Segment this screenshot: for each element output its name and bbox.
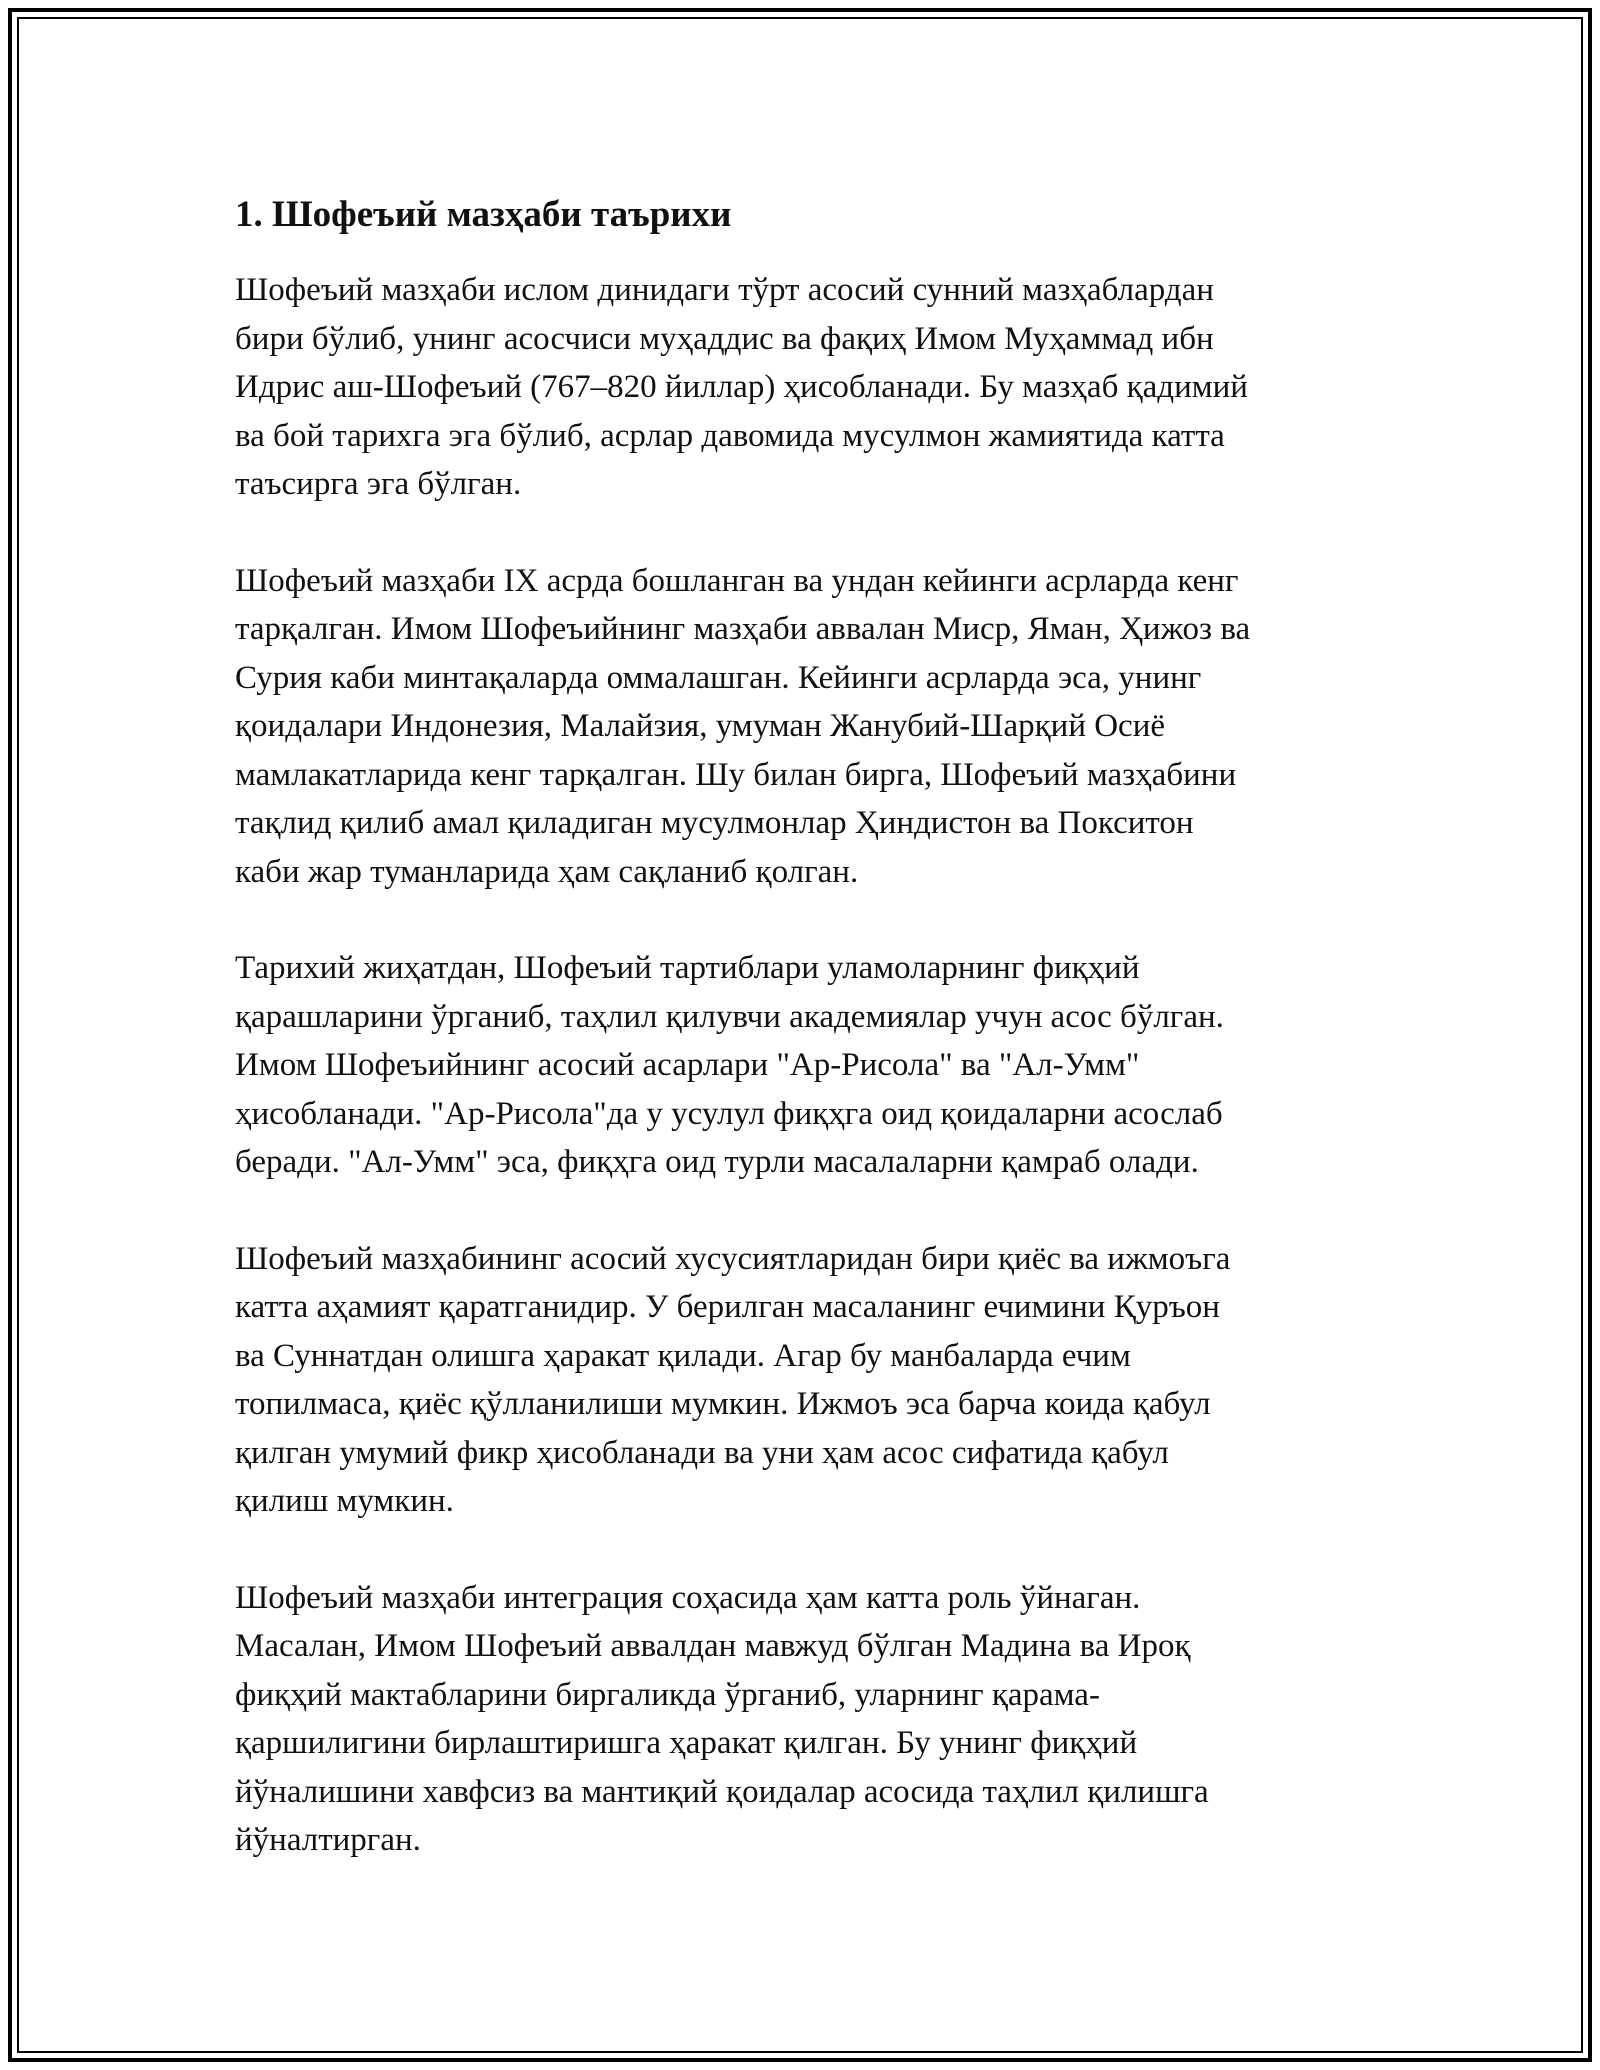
text-line: Шофеъий мазҳаби интеграция соҳасида ҳам катта роль ўйнаган. bbox=[235, 1579, 1141, 1616]
text-line: ва бой тарихга эга бўлиб, асрлар давомида мусулмон жамиятида катта bbox=[235, 417, 1225, 454]
text-line: Тарихий жиҳатдан, Шофеъий тартиблари уламоларнинг фиқҳий bbox=[235, 950, 1140, 986]
text-line: ва Суннатдан олишга ҳаракат қилади. Агар бу манбаларда ечим bbox=[235, 1337, 1131, 1374]
text-line: қаршилигини бирлаштиришга ҳаракат қилган. Бу унинг фиқҳий bbox=[235, 1725, 1138, 1761]
text-line: йўналтирган. bbox=[235, 1822, 421, 1858]
text-line: ҳисобланади. "Ар-Рисола"да у усулул фиқҳга оид қоидаларни асослаб bbox=[235, 1095, 1223, 1132]
text-line: Сурия каби минтақаларда оммалашган. Кейинги асрларда эса, унинг bbox=[235, 659, 1202, 696]
text-line: каби жар туманларида ҳам сақланиб қолган. bbox=[235, 853, 859, 890]
text-line: Идрис аш-Шофеъий (767–820 йиллар) ҳисобланади. Бу мазҳаб қадимий bbox=[235, 369, 1248, 405]
text-line: қилиш мумкин. bbox=[235, 1483, 454, 1519]
text-line: таъсирга эга бўлган. bbox=[235, 466, 522, 502]
paragraph-3 bbox=[235, 944, 1385, 1187]
text-line: топилмаса, қиёс қўлланилиши мумкин. Ижмоъ эса барча коида қабул bbox=[235, 1386, 1211, 1422]
paragraph-1 bbox=[235, 266, 1385, 509]
text-line: Шофеъий мазҳабининг асосий хусусиятларидан бири қиёс ва ижмоъга bbox=[235, 1240, 1231, 1277]
text-line: катта аҳамият қаратганидир. У берилган масаланинг ечимини Қуръон bbox=[235, 1289, 1220, 1325]
text-line: қарашларини ўрганиб, таҳлил қилувчи академиялар учун асос бўлган. bbox=[235, 998, 1224, 1035]
text-line: йўналишини хавфсиз ва мантиқий қоидалар асосида таҳлил қилишга bbox=[235, 1773, 1209, 1810]
text-line: Имом Шофеъийнинг асосий асарлари "Ар-Рисола" ва "Ал-Умм" bbox=[235, 1047, 1140, 1083]
paragraph-2 bbox=[235, 557, 1385, 897]
text-line: Шофеъий мазҳаби ислом динидаги тўрт асосий сунний мазҳаблардан bbox=[235, 272, 1214, 308]
document-body bbox=[235, 186, 1385, 1913]
text-line: қоидалари Индонезия, Малайзия, умуман Жанубий-Шарқий Осиё bbox=[235, 708, 1166, 744]
text-line: тақлид қилиб амал қиладиган мусулмонлар Ҳиндистон ва Покситон bbox=[235, 805, 1194, 841]
text-line: фиқҳий мактабларини биргаликда ўрганиб, уларнинг қарама- bbox=[235, 1676, 1100, 1713]
section-heading: 1. Шофеъий мазҳаби таърихи bbox=[235, 194, 732, 235]
text-line: қилган умумий фикр ҳисобланади ва уни ҳам асос сифатида қабул bbox=[235, 1434, 1169, 1471]
paragraph-5 bbox=[235, 1574, 1385, 1865]
text-line: мамлакатларида кенг тарқалган. Шу билан бирга, Шофеъий мазҳабини bbox=[235, 756, 1237, 793]
text-line: Шофеъий мазҳаби IX асрда бошланган ва ундан кейинги асрларда кенг bbox=[235, 562, 1239, 599]
text-line: Масалан, Имом Шофеъий аввалдан мавжуд бўлган Мадина ва Ироқ bbox=[235, 1628, 1191, 1664]
text-line: беради. "Ал-Умм" эса, фиқҳга оид турли масалаларни қамраб олади. bbox=[235, 1144, 1199, 1180]
paragraph-4 bbox=[235, 1235, 1385, 1526]
text-line: тарқалган. Имом Шофеъийнинг мазҳаби аввалан Миср, Яман, Ҳижоз ва bbox=[235, 611, 1251, 647]
text-line: бири бўлиб, унинг асосчиси муҳаддис ва фақиҳ Имом Муҳаммад ибн bbox=[235, 320, 1214, 357]
